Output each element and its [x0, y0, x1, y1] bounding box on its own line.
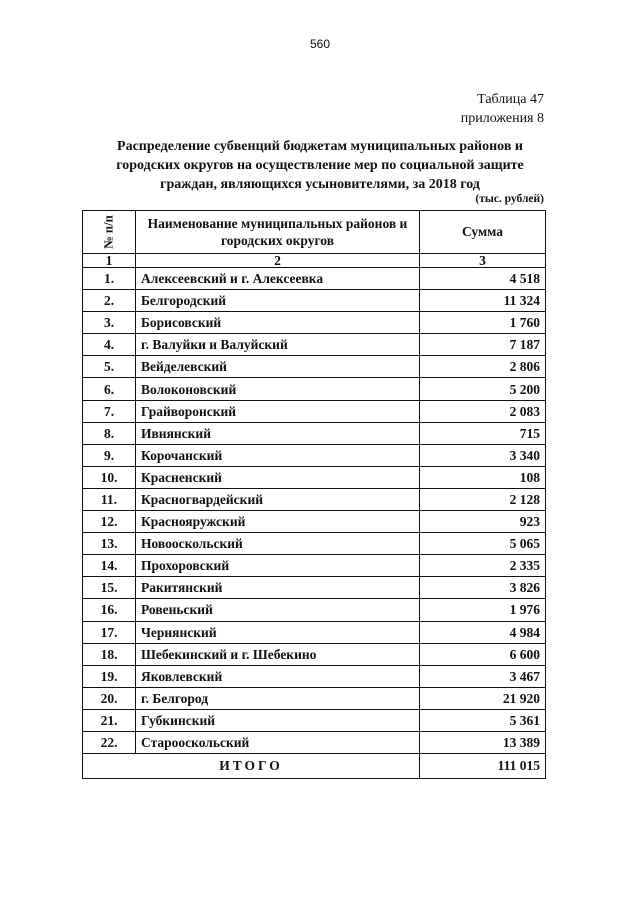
row-name: Грайворонский: [136, 400, 420, 422]
row-sum: 4 984: [420, 621, 546, 643]
index-cell: 2: [136, 254, 420, 268]
row-sum: 2 128: [420, 488, 546, 510]
total-row: [83, 754, 546, 779]
row-sum: 2 083: [420, 400, 546, 422]
table-row: [83, 334, 546, 356]
index-cell: 3: [420, 254, 546, 268]
table-ref-line-1: Таблица 47: [477, 92, 544, 107]
table-ref-line-2: приложения 8: [460, 111, 544, 126]
table-row: [83, 511, 546, 533]
table-row: [83, 400, 546, 422]
row-name: Ровеньский: [136, 599, 420, 621]
subvention-table: [82, 210, 546, 779]
row-number: 1.: [83, 268, 136, 290]
table-row: [83, 621, 546, 643]
row-sum: 5 065: [420, 533, 546, 555]
row-sum: 7 187: [420, 334, 546, 356]
row-sum: 3 826: [420, 577, 546, 599]
table-row: [83, 533, 546, 555]
row-name: Шебекинский и г. Шебекино: [136, 643, 420, 665]
table-row: [83, 577, 546, 599]
table-row: [83, 731, 546, 753]
row-name: Ракитянский: [136, 577, 420, 599]
table-row: [83, 709, 546, 731]
row-sum: 5 200: [420, 378, 546, 400]
row-sum: 2 806: [420, 356, 546, 378]
row-name: Волоконовский: [136, 378, 420, 400]
row-name: Борисовский: [136, 312, 420, 334]
table-row: [83, 422, 546, 444]
row-name: Новооскольский: [136, 533, 420, 555]
row-sum: 108: [420, 466, 546, 488]
index-cell: 1: [83, 254, 136, 268]
row-name: Красненский: [136, 466, 420, 488]
row-name: Прохоровский: [136, 555, 420, 577]
title-line-1: Распределение субвенций бюджетам муниципальных районов и: [117, 139, 523, 154]
row-sum: 3 467: [420, 665, 546, 687]
row-number: 10.: [83, 466, 136, 488]
table-row: [83, 290, 546, 312]
row-name: Ивнянский: [136, 422, 420, 444]
row-sum: 715: [420, 422, 546, 444]
table-row: [83, 378, 546, 400]
table-row: [83, 599, 546, 621]
row-name: Алексеевский и г. Алексеевка: [136, 268, 420, 290]
total-label: ИТОГО: [83, 754, 420, 779]
table-row: [83, 466, 546, 488]
row-number: 13.: [83, 533, 136, 555]
row-name: Яковлевский: [136, 665, 420, 687]
row-name: Вейделевский: [136, 356, 420, 378]
header-num-cell: [83, 211, 136, 254]
row-number: 16.: [83, 599, 136, 621]
row-number: 9.: [83, 444, 136, 466]
row-number: 5.: [83, 356, 136, 378]
header-row: [83, 211, 546, 254]
title-line-2: городских округов на осуществление мер по социальной защите: [116, 158, 524, 173]
row-number: 18.: [83, 643, 136, 665]
row-sum: 5 361: [420, 709, 546, 731]
document-title: [80, 137, 560, 194]
row-number: 21.: [83, 709, 136, 731]
row-number: 19.: [83, 665, 136, 687]
table-row: [83, 665, 546, 687]
row-number: 22.: [83, 731, 136, 753]
row-number: 11.: [83, 488, 136, 510]
row-number: 17.: [83, 621, 136, 643]
page-number: 560: [309, 37, 331, 51]
row-sum: 13 389: [420, 731, 546, 753]
header-num: № п/п: [101, 215, 116, 249]
row-number: 3.: [83, 312, 136, 334]
row-sum: 3 340: [420, 444, 546, 466]
table-row: [83, 356, 546, 378]
row-number: 4.: [83, 334, 136, 356]
row-name: Чернянский: [136, 621, 420, 643]
column-index-row: [83, 254, 546, 268]
table-row: [83, 268, 546, 290]
row-number: 20.: [83, 687, 136, 709]
row-number: 12.: [83, 511, 136, 533]
units-label: (тыс. рублей): [475, 193, 544, 205]
header-name: Наименование муниципальных районов и городских округов: [136, 211, 420, 254]
table-row: [83, 555, 546, 577]
title-line-3: граждан, являющихся усыновителями, за 2018 год: [160, 177, 480, 192]
row-sum: 21 920: [420, 687, 546, 709]
table-row: [83, 643, 546, 665]
row-number: 7.: [83, 400, 136, 422]
row-sum: 1 760: [420, 312, 546, 334]
row-sum: 2 335: [420, 555, 546, 577]
table-reference: [461, 90, 544, 128]
row-number: 14.: [83, 555, 136, 577]
row-name: Краснояружский: [136, 511, 420, 533]
table-row: [83, 488, 546, 510]
row-number: 8.: [83, 422, 136, 444]
row-name: г. Белгород: [136, 687, 420, 709]
row-number: 15.: [83, 577, 136, 599]
row-name: Губкинский: [136, 709, 420, 731]
row-sum: 6 600: [420, 643, 546, 665]
row-name: Красногвардейский: [136, 488, 420, 510]
row-name: Старооскольский: [136, 731, 420, 753]
row-sum: 11 324: [420, 290, 546, 312]
row-sum: 4 518: [420, 268, 546, 290]
row-sum: 923: [420, 511, 546, 533]
total-sum: 111 015: [420, 754, 546, 779]
row-name: Корочанский: [136, 444, 420, 466]
row-name: Белгородский: [136, 290, 420, 312]
row-number: 2.: [83, 290, 136, 312]
table-row: [83, 312, 546, 334]
header-sum: Сумма: [420, 211, 546, 254]
row-number: 6.: [83, 378, 136, 400]
row-name: г. Валуйки и Валуйский: [136, 334, 420, 356]
table-row: [83, 687, 546, 709]
table-row: [83, 444, 546, 466]
row-sum: 1 976: [420, 599, 546, 621]
